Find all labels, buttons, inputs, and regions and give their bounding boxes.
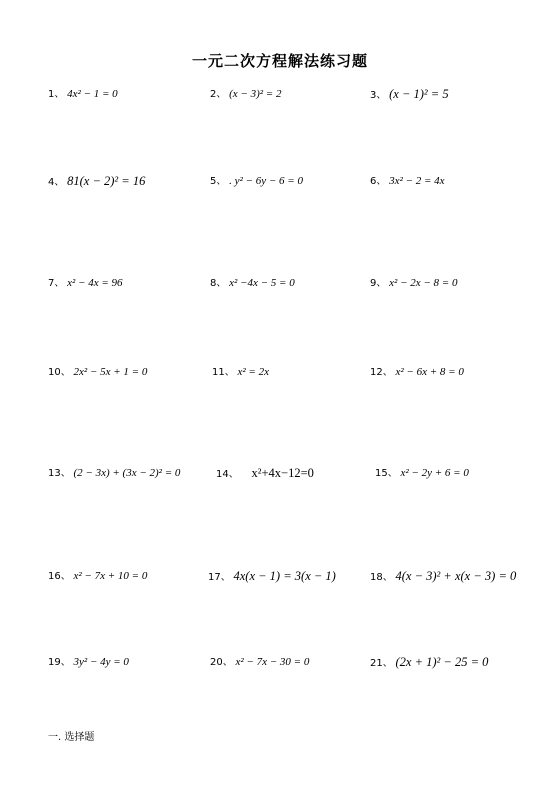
problem-11 xyxy=(212,364,269,381)
problem-equation: x²+4x−12=0 xyxy=(251,466,314,480)
problem-7 xyxy=(48,275,123,292)
problem-equation: x² − 6x + 8 = 0 xyxy=(395,366,464,378)
problem-4 xyxy=(48,173,145,191)
problem-number: 17、 xyxy=(208,572,231,583)
problem-equation: 2x² − 5x + 1 = 0 xyxy=(73,366,148,378)
problem-12 xyxy=(370,364,464,381)
problem-equation: 3x² − 2 = 4x xyxy=(389,175,445,187)
problem-16 xyxy=(48,568,147,585)
problem-number: 20、 xyxy=(210,657,233,668)
problem-number: 3、 xyxy=(370,90,387,101)
problem-equation: x² − 7x − 30 = 0 xyxy=(235,656,310,668)
problem-number: 16、 xyxy=(48,571,71,582)
problem-number: 12、 xyxy=(370,367,393,378)
problem-number: 7、 xyxy=(48,278,65,289)
problem-number: 9、 xyxy=(370,278,387,289)
problem-number: 14、 xyxy=(216,469,239,480)
problem-number: 11、 xyxy=(212,367,235,378)
problem-equation: 4x² − 1 = 0 xyxy=(67,88,118,100)
problem-3 xyxy=(370,86,449,104)
problem-1 xyxy=(48,86,118,103)
problem-number: 15、 xyxy=(375,468,398,479)
problem-equation: (2 − 3x) + (3x − 2)² = 0 xyxy=(73,467,181,479)
problem-15 xyxy=(375,465,469,482)
problem-20 xyxy=(210,654,309,671)
problem-equation: (2x + 1)² − 25 = 0 xyxy=(395,655,489,669)
problem-equation: x² −4x − 5 = 0 xyxy=(229,277,295,289)
problem-number: 1、 xyxy=(48,89,65,100)
problem-number: 8、 xyxy=(210,278,227,289)
problem-equation: x² − 2y + 6 = 0 xyxy=(400,467,469,479)
problem-21 xyxy=(370,654,488,672)
problem-equation: 81(x − 2)² = 16 xyxy=(67,174,146,188)
problem-equation: 4(x − 3)² + x(x − 3) = 0 xyxy=(395,569,517,583)
problem-number: 5、 xyxy=(210,176,227,187)
problem-equation: 3y² − 4y = 0 xyxy=(73,656,129,668)
problem-number: 10、 xyxy=(48,367,71,378)
problem-number: 4、 xyxy=(48,177,65,188)
problem-10 xyxy=(48,364,147,381)
problem-equation: x² − 2x − 8 = 0 xyxy=(389,277,458,289)
problem-number: 2、 xyxy=(210,89,227,100)
problem-number: 19、 xyxy=(48,657,71,668)
page-title: 一元二次方程解法练习题 xyxy=(191,52,368,70)
problem-equation: x² = 2x xyxy=(237,366,269,378)
problem-17 xyxy=(208,568,336,586)
problem-number: 6、 xyxy=(370,176,387,187)
problem-2 xyxy=(210,86,281,103)
problem-6 xyxy=(370,173,445,190)
problem-equation: x² − 4x = 96 xyxy=(67,277,123,289)
problem-equation: . y² − 6y − 6 = 0 xyxy=(229,175,303,187)
problem-number: 13、 xyxy=(48,468,71,479)
problem-equation: x² − 7x + 10 = 0 xyxy=(73,570,148,582)
problem-equation: (x − 3)² = 2 xyxy=(229,88,282,100)
problem-number: 21、 xyxy=(370,658,393,669)
problem-8 xyxy=(210,275,295,292)
problem-equation: (x − 1)² = 5 xyxy=(389,87,449,101)
problem-13 xyxy=(48,465,180,482)
problem-14 xyxy=(216,465,314,483)
problem-equation: 4x(x − 1) = 3(x − 1) xyxy=(233,569,336,583)
problem-9 xyxy=(370,275,457,292)
section-heading: 一. 选择题 xyxy=(48,732,95,743)
problem-number: 18、 xyxy=(370,572,393,583)
problem-19 xyxy=(48,654,129,671)
problem-18 xyxy=(370,568,516,586)
problem-5 xyxy=(210,173,303,190)
